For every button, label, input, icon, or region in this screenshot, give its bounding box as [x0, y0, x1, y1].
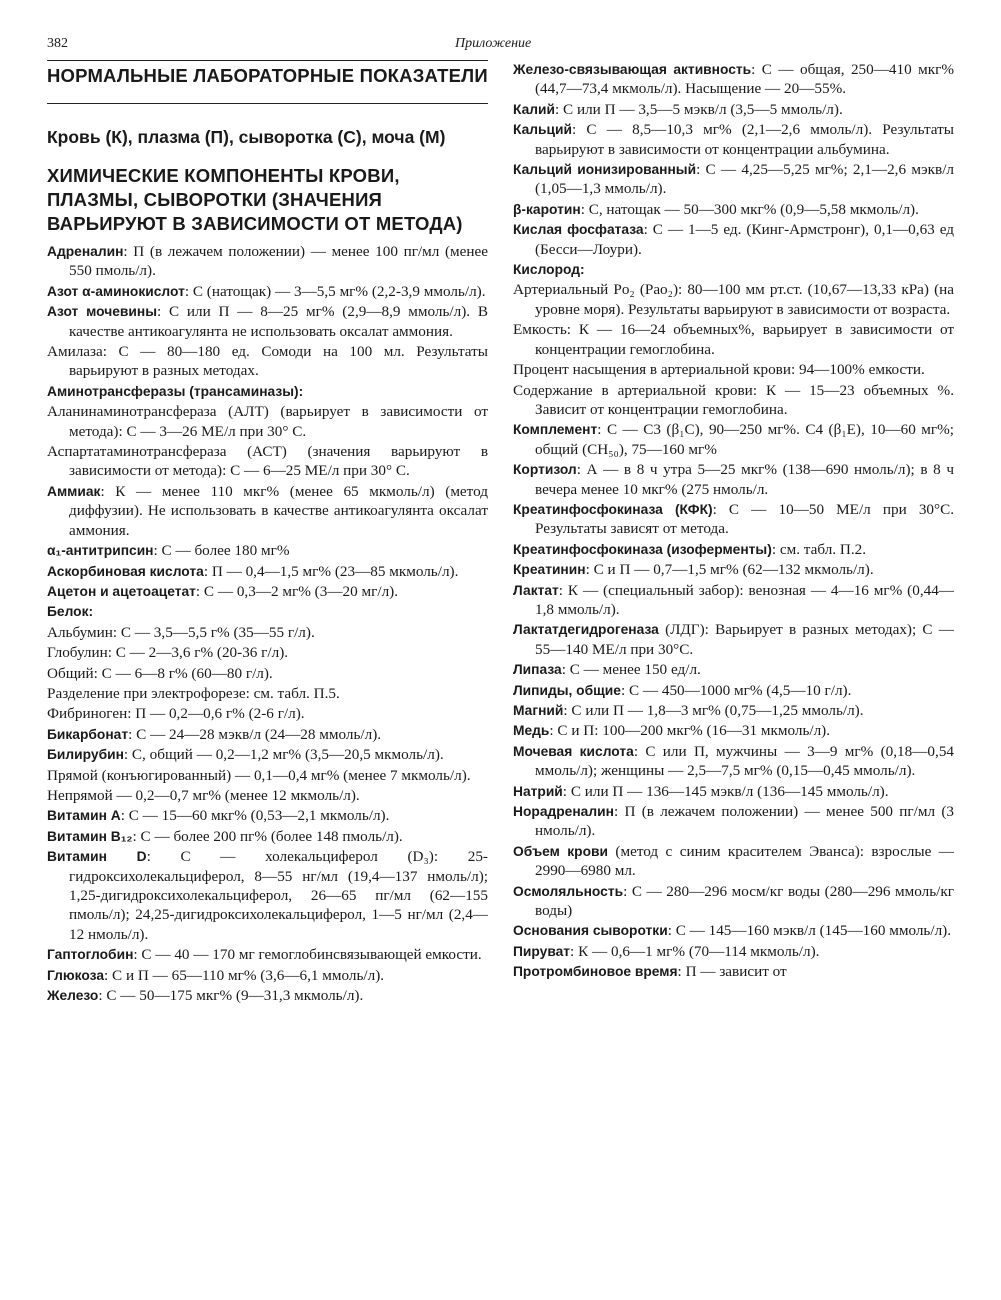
- entry-text: Содержание в артериальной крови: К — 15—23 объемных %. Зависит от концентрации гемоглобина.: [513, 381, 954, 418]
- entry-term: Калий: [513, 101, 555, 117]
- entry-text: : С — 15—60 мкг% (0,53—2,1 мкмоль/л).: [120, 807, 390, 825]
- lab-entry: [47, 827, 488, 846]
- entry-text: : С — общая, 250—410 мкг% (44,7—73,4 мкмоль/л). Насыщение — 20—55%.: [535, 61, 955, 98]
- lab-entry: [513, 620, 954, 659]
- entry-text: : П — зависит от: [677, 963, 787, 981]
- entry-text: : С или П — 8—25 мг% (2,9—8,9 ммоль/л). В качестве антикоагулянта не использовать оксалат аммония.: [69, 303, 488, 340]
- entry-text: : С — 450—1000 мг% (4,5—10 г/л).: [620, 681, 852, 699]
- entry-term: Комплемент: [513, 422, 598, 438]
- lab-entry: [513, 742, 954, 781]
- entry-text: : С и П: 100—200 мкг% (16—31 мкмоль/л).: [549, 722, 831, 740]
- page-number: 382: [47, 36, 68, 51]
- lab-entry: [513, 220, 954, 259]
- entry-text: : П (в лежачем положении) — менее 100 пг/мл (менее 550 пмоль/л).: [69, 243, 488, 280]
- entry-term: Норадреналин: [513, 804, 614, 820]
- lab-entry: [47, 242, 488, 281]
- entry-text: : С — холекальциферол (D₃): 25-гидроксихолекальциферол, 8—55 нг/мл (19,4—137 нмоль/л); 1,25-дигидроксихолекальциферол, 26—65 пг/мл (62—155 пмоль/л); 24,25-дигидроксихолекальциферол, 1—5 нг/мл (2,4—12 нмоль/л).: [69, 848, 488, 943]
- entry-term: Витамин В₁₂: [47, 828, 133, 844]
- entry-text: Глобулин: С — 2—3,6 г% (20-36 г/л).: [47, 644, 289, 662]
- entry-term: Протромбиновое время: [513, 964, 678, 980]
- entry-term: Азот α-аминокислот: [47, 283, 185, 299]
- entry-term: Медь: [513, 723, 550, 739]
- entry-term: Липаза: [513, 662, 562, 678]
- entry-term: Аминотрансферазы (трансаминазы):: [47, 383, 304, 399]
- entry-text: : С или П — 3,5—5 мэкв/л (3,5—5 ммоль/л).: [555, 100, 843, 118]
- entry-text: : С — 40 — 170 мг гемоглобинсвязывающей емкости.: [133, 946, 482, 964]
- entry-term: Лактат: [513, 582, 559, 598]
- entry-term: Железо-связывающая активность: [513, 62, 752, 77]
- lab-entry: [513, 320, 954, 359]
- lab-entry: [513, 842, 954, 881]
- entry-text: : П (в лежачем положении) — менее 500 пг/мл (3 нмоль/л).: [535, 803, 954, 840]
- entry-term: Пируват: [513, 943, 571, 959]
- lab-entry: [47, 382, 488, 401]
- lab-entry: [47, 402, 488, 441]
- lab-entry: [47, 766, 488, 785]
- entry-text: : С — 24—28 мэкв/л (24—28 ммоль/л).: [128, 725, 382, 743]
- entry-text: : С (натощак) — 3—5,5 мг% (2,2-3,9 ммоль/л).: [184, 282, 486, 300]
- section-title: НОРМАЛЬНЫЕ ЛАБОРАТОРНЫЕ ПОКАЗАТЕЛИ: [47, 65, 488, 86]
- entry-text: : К — менее 110 мкг% (менее 65 мкмоль/л) (метод диффузии). Не использовать в качестве антикоагулянта оксалат аммония.: [69, 482, 488, 539]
- lab-entry: [513, 460, 954, 499]
- lab-entry: [47, 342, 488, 381]
- entry-text: Емкость: К — 16—24 объемных%, варьирует в зависимости от концентрации гемоглобина.: [513, 321, 954, 358]
- lab-entry: [47, 562, 488, 581]
- entry-text: : см. табл. П.2.: [771, 540, 867, 558]
- chem-heading: ХИМИЧЕСКИЕ КОМПОНЕНТЫ КРОВИ, ПЛАЗМЫ, СЫВОРОТКИ (ЗНАЧЕНИЯ ВАРЬИРУЮТ В ЗАВИСИМОСТИ ОТ МЕТОДА): [47, 165, 463, 234]
- entry-term: Объем крови: [513, 843, 608, 859]
- entry-term: Креатинфосфокиназа (изоферменты): [513, 541, 772, 557]
- right-entry-list: [513, 60, 954, 982]
- lab-entry: [513, 500, 954, 539]
- lab-entry: [513, 60, 954, 99]
- lab-entry: [513, 681, 954, 700]
- entry-text: Альбумин: С — 3,5—5,5 г% (35—55 г/л).: [47, 623, 315, 641]
- sample-key: Кровь (К), плазма (П), сыворотка (С), моча (М): [47, 127, 446, 147]
- entry-text: : С — 8,5—10,3 мг% (2,1—2,6 ммоль/л). Результаты варьируют в зависимости от концентрации альбумина.: [535, 121, 954, 158]
- lab-entry: [513, 581, 954, 620]
- right-column: [513, 60, 954, 983]
- lab-entry: [513, 802, 954, 841]
- entry-term: Аскорбиновая кислота: [47, 563, 204, 579]
- running-title: Приложение: [455, 36, 532, 51]
- entry-text: : С — 1—5 ед. (Кинг-Армстронг), 0,1—0,63 ед (Бесси—Лоури).: [535, 221, 954, 258]
- entry-term: Витамин А: [47, 808, 121, 824]
- lab-entry: [47, 847, 488, 944]
- entry-text: : С или П — 136—145 мэкв/л (136—145 ммоль/л).: [562, 782, 889, 800]
- entry-text: Амилаза: С — 80—180 ед. Сомоди на 100 мл. Результаты варьируют в разных методах.: [47, 343, 488, 380]
- entry-text: : С и П — 0,7—1,5 мг% (62—132 мкмоль/л).: [585, 561, 874, 579]
- entry-term: Кислород:: [513, 262, 585, 278]
- entry-text: : С и П — 65—110 мг% (3,6—6,1 ммоль/л).: [104, 966, 385, 984]
- left-entry-list: [47, 242, 488, 1005]
- entry-term: Витамин D: [47, 849, 147, 865]
- entry-text: : К — (специальный забор): венозная — 4—16 мг% (0,44—1,8 ммоль/л).: [535, 581, 954, 618]
- lab-entry: [513, 782, 954, 801]
- entry-term: Железо: [47, 988, 99, 1004]
- lab-entry: [513, 560, 954, 579]
- entry-text: : С или П — 1,8—3 мг% (0,75—1,25 ммоль/л).: [563, 702, 864, 719]
- entry-term: Осмоляльность: [513, 883, 624, 899]
- entry-text: Аланинаминотрансфераза (АЛТ) (варьирует в зависимости от метода): С — 3—26 МЕ/л при 30° С.: [47, 403, 488, 440]
- entry-term: Мочевая кислота: [513, 743, 634, 759]
- lab-entry: [513, 420, 954, 459]
- top-rule: [47, 60, 488, 61]
- lab-entry: [47, 725, 488, 744]
- entry-text: Непрямой — 0,2—0,7 мг% (менее 12 мкмоль/л).: [47, 786, 360, 804]
- lab-entry: [513, 721, 954, 740]
- lab-entry: [513, 360, 954, 379]
- entry-text: : С — 280—296 мосм/кг воды (280—296 ммоль/кг воды): [535, 882, 954, 920]
- entry-term: Адреналин: [47, 244, 124, 259]
- lab-entry: [47, 684, 488, 703]
- entry-term: Липиды, общие: [513, 682, 621, 698]
- entry-text: : С — С3 (β₁С), 90—250 мг%. С4 (β₁Е), 10—60 мг%; общий (СН₅₀), 75—160 мг%: [535, 421, 954, 458]
- entry-text: : С — 50—175 мкг% (9—31,3 мкмоль/л).: [98, 987, 364, 1005]
- lab-entry: [47, 966, 488, 985]
- lab-entry: [513, 200, 954, 219]
- entry-term: Билирубин: [47, 747, 124, 763]
- entry-text: (метод с синим красителем Эванса): взрослые — 2990—6980 мл.: [535, 842, 954, 880]
- lab-entry: [47, 602, 488, 621]
- bottom-rule: [47, 103, 488, 104]
- lab-entry: [513, 160, 954, 199]
- entry-text: Аспартатаминотрансфераза (АСТ) (значения варьируют в зависимости от метода): С — 6—25 МЕ/л при 30° С.: [47, 443, 488, 480]
- entry-text: Общий: С — 6—8 г% (60—80 г/л).: [47, 664, 273, 682]
- lab-entry: [513, 701, 954, 720]
- lab-entry: [47, 582, 488, 601]
- entry-text: : С, натощак — 50—300 мкг% (0,9—5,58 мкмоль/л).: [580, 200, 919, 218]
- entry-term: Аммиак: [47, 483, 101, 499]
- lab-entry: [513, 962, 954, 981]
- lab-entry: [513, 660, 954, 679]
- lab-entry: [513, 280, 954, 319]
- entry-term: Азот мочевины: [47, 304, 158, 320]
- lab-entry: [47, 442, 488, 481]
- lab-entry: [513, 260, 954, 279]
- lab-entry: [47, 623, 488, 642]
- entry-text: : С — менее 150 ед/л.: [561, 661, 701, 679]
- lab-entry: [513, 540, 954, 559]
- lab-entry: [513, 942, 954, 961]
- entry-text: : К — 0,6—1 мг% (70—114 мкмоль/л).: [570, 942, 820, 960]
- entry-text: Процент насыщения в артериальной крови: 94—100% емкости.: [513, 361, 925, 379]
- lab-entry: [513, 381, 954, 420]
- entry-text: Фибриноген: П — 0,2—0,6 г% (2-6 г/л).: [47, 705, 305, 723]
- entry-term: Креатинин: [513, 562, 586, 578]
- entry-text: : С — более 200 пг% (более 148 пмоль/л).: [132, 827, 403, 845]
- entry-term: Кальций ионизированный: [513, 162, 697, 178]
- entry-term: Натрий: [513, 783, 563, 799]
- entry-text: : П — 0,4—1,5 мг% (23—85 мкмоль/л).: [203, 562, 459, 580]
- entry-term: Белок:: [47, 604, 94, 620]
- lab-entry: [47, 482, 488, 540]
- lab-entry: [47, 282, 488, 301]
- entry-text: : С — 10—50 МЕ/л при 30°С. Результаты зависят от метода.: [535, 500, 955, 538]
- lab-entry: [47, 986, 488, 1005]
- entry-text: Артериальный Pо₂ (Pао₂): 80—100 мм рт.ст. (10,67—13,33 кРа) (на уровне моря). Результаты варьируют в зависимости от возраста.: [513, 281, 954, 318]
- lab-entry: [47, 643, 488, 662]
- entry-term: Магний: [513, 703, 564, 718]
- lab-entry: [47, 806, 488, 825]
- entry-term: Глюкоза: [47, 967, 104, 983]
- lab-entry: [47, 664, 488, 683]
- entry-text: : С — 0,3—2 мг% (3—20 мг/л).: [195, 582, 399, 600]
- entry-text: Прямой (конъюгированный) — 0,1—0,4 мг% (менее 7 мкмоль/л).: [47, 766, 471, 784]
- lab-entry: [47, 945, 488, 964]
- lab-entry: [47, 302, 488, 341]
- entry-text: (ЛДГ): Варьирует в разных методах); С — 55—140 МЕ/л при 30°С.: [535, 621, 954, 658]
- entry-term: Ацетон и ацетоацетат: [47, 583, 196, 599]
- lab-entry: [47, 786, 488, 805]
- entry-text: : С, общий — 0,2—1,2 мг% (3,5—20,5 мкмоль/л).: [123, 746, 444, 764]
- entry-text: : А — в 8 ч утра 5—25 мкг% (138—690 нмоль/л); в 8 ч вечера менее 10 мкг% (275 нмоль/л.: [535, 461, 954, 498]
- entry-text: : С — более 180 мг%: [153, 542, 290, 560]
- entry-term: Бикарбонат: [47, 726, 129, 742]
- entry-term: Кислая фосфатаза: [513, 222, 644, 238]
- lab-entry: [47, 541, 488, 560]
- entry-term: Лактатдегидрогеназа: [513, 622, 659, 638]
- entry-term: β-каротин: [513, 201, 581, 217]
- entry-text: Разделение при электрофорезе: см. табл. П.5.: [47, 684, 340, 702]
- entry-term: Основания сыворотки: [513, 923, 668, 939]
- lab-entry: [513, 100, 954, 119]
- entry-term: Креатинфосфокиназа (КФК): [513, 501, 713, 517]
- lab-entry: [513, 882, 954, 921]
- entry-term: α₁-антитрипсин: [47, 543, 154, 559]
- entry-text: : С — 4,25—5,25 мг%; 2,1—2,6 мэкв/л (1,05—1,3 ммоль/л).: [535, 161, 954, 198]
- entry-term: Кортизол: [513, 462, 577, 478]
- lab-entry: [513, 120, 954, 159]
- entry-text: : С или П, мужчины — 3—9 мг% (0,18—0,54 ммоль/л); женщины — 2,5—7,5 мг% (0,15—0,45 ммоль/л).: [535, 742, 955, 780]
- entry-text: : С — 145—160 мэкв/л (145—160 ммоль/л).: [667, 922, 951, 940]
- left-column: [47, 60, 488, 1006]
- entry-term: Кальций: [513, 122, 572, 138]
- lab-entry: [47, 745, 488, 764]
- lab-entry: [513, 921, 954, 940]
- lab-entry: [47, 704, 488, 723]
- entry-term: Гаптоглобин: [47, 947, 134, 963]
